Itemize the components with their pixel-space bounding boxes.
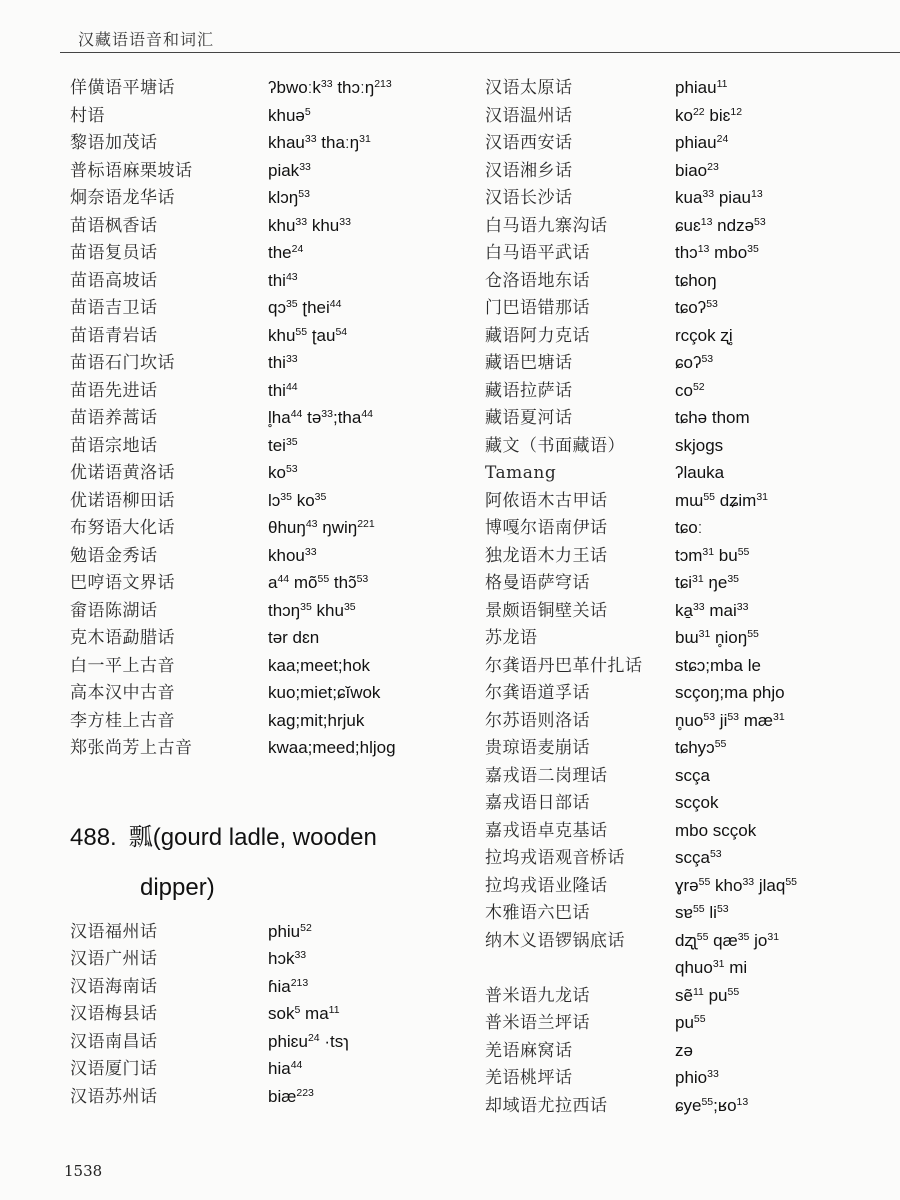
language-name: 汉语长沙话: [485, 188, 573, 208]
language-name: 汉语厦门话: [70, 1059, 158, 1079]
word-form: hia$^{44}$: [268, 1059, 303, 1078]
entry-row: [70, 597, 470, 625]
language-name: 汉语湘乡话: [485, 160, 573, 181]
left-bottom-entries: [70, 918, 470, 1111]
entry-row: [485, 1009, 885, 1037]
entry-row: [485, 102, 885, 130]
word-form: sɐ$^{55}$ $li^{53}$: [675, 903, 729, 922]
language-name: 独龙语木力王话: [485, 545, 608, 566]
word-form: qhuo$^{31}$ mi: [675, 958, 748, 977]
word-form: skjogs: [675, 435, 724, 455]
entry-row: [485, 294, 885, 322]
language-name: 贵琼语麦崩话: [485, 738, 590, 758]
word-form: khou$^{33}$: [268, 545, 317, 565]
word-form: $l̥ha^{44}$ tə$^{33}$;tha$^{44}$: [268, 408, 374, 427]
right-column: [485, 74, 885, 1119]
entry-row: [70, 514, 470, 542]
entry-row: [70, 542, 470, 570]
entry-row: [485, 707, 885, 735]
entry-row: [485, 762, 885, 790]
language-name: 汉语温州话: [485, 105, 573, 126]
language-name: Tamang: [485, 463, 557, 483]
language-name: 羌语桃坪话: [485, 1068, 573, 1088]
word-form: qɔ$^{35}$ ʈhei$^{44}$: [268, 298, 342, 317]
language-name: 高本汉中古音: [70, 683, 175, 703]
entry-row: [70, 74, 470, 102]
entry-row: [485, 514, 885, 542]
language-name: 李方桂上古音: [70, 710, 175, 731]
language-name: 汉语梅县话: [70, 1004, 158, 1024]
entry-row: [485, 872, 885, 900]
language-name: 汉语苏州话: [70, 1086, 158, 1107]
entry-row: [70, 432, 470, 460]
entry-row: [70, 322, 470, 350]
entry-row: [485, 239, 885, 267]
entry-row: [485, 1037, 885, 1065]
entry-row: [485, 1064, 885, 1092]
language-name: 博嘎尔语南伊话: [485, 518, 608, 538]
language-name: 苗语石门坎话: [70, 353, 175, 373]
word-form: lɔ$^{35}$ $ko^{35}$: [268, 490, 327, 510]
word-form: tɕoː: [675, 518, 703, 537]
language-name: 村语: [70, 105, 105, 126]
language-name: 藏语夏河话: [485, 408, 573, 428]
language-name: 汉语西安话: [485, 133, 573, 153]
entry-row: [485, 349, 885, 377]
word-form: thɔ$^{13}$ mbo$^{35}$: [675, 243, 759, 262]
language-name: 汉语广州话: [70, 949, 158, 969]
word-form: dʐʅ$^{55}$ $qæ^{35}$ $jo^{31}$: [675, 930, 780, 950]
word-form: phiɛu$^{24}$ ·tsɿ: [268, 1031, 349, 1051]
language-name: 汉语太原话: [485, 78, 573, 98]
word-form: khuə$^5$: [268, 105, 311, 125]
word-form: sok$^5$ $ma^{11}$: [268, 1004, 340, 1023]
entry-row: [70, 624, 470, 652]
word-form: thi$^{33}$: [268, 353, 298, 372]
entry-row: [70, 487, 470, 515]
entry-row: [485, 597, 885, 625]
entry-row: [485, 322, 885, 350]
language-name: 嘉戎语卓克基话: [485, 820, 608, 841]
section-title-line2: dipper): [140, 873, 215, 901]
header-rule: [60, 52, 900, 53]
word-form: mɯ$^{55}$ dʑim$^{31}$: [675, 490, 769, 510]
language-name: 藏语巴塘话: [485, 353, 573, 373]
entry-row: [485, 1092, 885, 1120]
language-name: 汉语福州话: [70, 921, 158, 942]
entry-row: [485, 542, 885, 570]
entry-row: [485, 624, 885, 652]
language-name: 炯奈语龙华话: [70, 188, 175, 208]
entry-row: [485, 954, 885, 982]
language-name: 纳木义语锣锅底话: [485, 930, 625, 951]
entry-row: [70, 734, 470, 762]
language-name: 畲语陈湖话: [70, 600, 158, 621]
language-name: 布努语大化话: [70, 518, 175, 538]
language-name: 藏语阿力克话: [485, 325, 590, 346]
language-name: 黎语加茂话: [70, 133, 158, 153]
entry-row: [70, 918, 470, 946]
left-column: [70, 74, 470, 1110]
entry-row: [485, 459, 885, 487]
entry-row: [485, 652, 885, 680]
language-name: 苗语青岩话: [70, 325, 158, 346]
language-name: 普米语兰坪话: [485, 1013, 590, 1033]
entry-row: [70, 157, 470, 185]
word-form: zə: [675, 1040, 693, 1060]
word-form: bɯ$^{31}$ n̥ioŋ$^{55}$: [675, 628, 759, 647]
language-name: 苗语高坡话: [70, 270, 158, 291]
entry-row: [485, 817, 885, 845]
entry-row: [70, 1055, 470, 1083]
language-name: 阿侬语木古甲话: [485, 490, 608, 511]
entry-row: [485, 129, 885, 157]
word-form: tər dɛn: [268, 628, 320, 647]
language-name: 拉坞戎语业隆话: [485, 875, 608, 896]
entry-row: [70, 349, 470, 377]
language-name: 苗语吉卫话: [70, 298, 158, 318]
entry-row: [70, 377, 470, 405]
word-form: kag;mit;hrjuk: [268, 710, 365, 730]
entry-row: [70, 129, 470, 157]
word-form: ɣrə$^{55}$ kho$^{33}$ jlaq$^{55}$: [675, 875, 798, 895]
entry-row: [70, 212, 470, 240]
entry-row: [70, 459, 470, 487]
entry-row: [485, 679, 885, 707]
language-name: 汉语海南话: [70, 976, 158, 997]
language-name: 景颇语铜壁关话: [485, 600, 608, 621]
word-form: the$^{24}$: [268, 243, 304, 262]
word-form: ʔbwoːk$^{33}$ thɔːŋ$^{213}$: [268, 78, 392, 97]
word-form: thɔŋ$^{35}$ khu$^{35}$: [268, 600, 356, 620]
entry-row: [70, 102, 470, 130]
word-form: hɔk$^{33}$: [268, 949, 307, 968]
entry-row: [70, 973, 470, 1001]
entry-row: [70, 1000, 470, 1028]
language-name: 拉坞戎语观音桥话: [485, 848, 625, 868]
word-form: ɕuɛ$^{13}$ ndzə$^{53}$: [675, 215, 766, 235]
word-form: tɕhə thom: [675, 408, 750, 427]
word-form: $co^{52}$: [675, 380, 705, 400]
word-form: khau$^{33}$ thaːŋ$^{31}$: [268, 133, 371, 152]
right-entries: [485, 74, 885, 1119]
word-form: ɕoʔ$^{53}$: [675, 353, 714, 372]
language-name: 羌语麻窝话: [485, 1040, 573, 1061]
language-name: 巴哼语文界话: [70, 573, 175, 593]
entry-row: [70, 569, 470, 597]
language-name: 苗语先进话: [70, 380, 158, 401]
entry-row: [70, 652, 470, 680]
language-name: 克木语勐腊话: [70, 628, 175, 648]
language-name: 门巴语错那话: [485, 298, 590, 318]
language-name: 尔苏语则洛话: [485, 710, 590, 731]
word-form: tɕoʔ$^{53}$: [675, 298, 718, 317]
entry-row: [485, 74, 885, 102]
language-name: 嘉戎语日部话: [485, 793, 590, 813]
entry-row: [485, 789, 885, 817]
entry-row: [70, 1083, 470, 1111]
language-name: 苗语枫香话: [70, 215, 158, 236]
language-name: 汉语南昌话: [70, 1031, 158, 1052]
language-name: 苏龙语: [485, 628, 538, 648]
entry-row: [485, 267, 885, 295]
word-form: ʔlauka: [675, 463, 725, 482]
word-form: tei$^{35}$: [268, 435, 298, 455]
entry-row: [70, 184, 470, 212]
word-form: kuo;miet;ɕĭwok: [268, 683, 381, 702]
language-name: 普标语麻栗坡话: [70, 160, 193, 181]
word-form: thi$^{44}$: [268, 380, 298, 400]
word-form: kwaa;meed;hljog: [268, 738, 396, 757]
word-form: klɔŋ$^{53}$: [268, 188, 310, 207]
entry-row: [485, 927, 885, 955]
entry-row: [70, 945, 470, 973]
entry-row: [485, 377, 885, 405]
running-header: 汉藏语语音和词汇: [78, 30, 215, 49]
entry-row: [70, 707, 470, 735]
language-name: 普米语九龙话: [485, 985, 590, 1006]
word-form: ɕye$^{55}$;ʁo$^{13}$: [675, 1095, 749, 1115]
word-form: stɕɔ;mba le: [675, 655, 761, 675]
language-name: 苗语养蒿话: [70, 408, 158, 428]
entry-row: [485, 487, 885, 515]
language-name: 却域语尤拉西话: [485, 1095, 608, 1116]
word-form: $a^{44}$ $mõ^{55}$ thɔ̃$^{53}$: [268, 573, 369, 592]
section-heading: [70, 808, 470, 918]
word-form: $n̥uo^{53}$ $ji^{53}$ $mæ^{31}$: [675, 710, 785, 730]
word-form: kaa;meet;hok: [268, 655, 371, 675]
entry-row: [485, 432, 885, 460]
language-name: 优诺语柳田话: [70, 490, 175, 511]
word-form: khu$^{33}$ khu$^{33}$: [268, 215, 351, 235]
language-name: 格曼语萨穹话: [485, 573, 590, 593]
word-form: tɕi$^{31}$ $ŋe^{35}$: [675, 573, 740, 592]
entry-row: [485, 404, 885, 432]
entry-row: [70, 404, 470, 432]
language-name: 嘉戎语二岗理话: [485, 765, 608, 786]
word-form: $pu^{55}$: [675, 1013, 706, 1032]
word-form: tɕhoŋ: [675, 270, 717, 290]
word-form: rcçok ʐi̥: [675, 325, 733, 345]
section-title-line1: 瓢(gourd ladle, wooden: [128, 823, 377, 851]
entry-row: [485, 157, 885, 185]
word-form: θhuŋ$^{43}$ ŋwiŋ$^{221}$: [268, 518, 375, 537]
word-form: ka̱$^{33}$ mai$^{33}$: [675, 600, 749, 620]
language-name: 佯僙语平塘话: [70, 78, 175, 98]
word-form: scça$^{53}$: [675, 848, 722, 867]
language-name: 白一平上古音: [70, 655, 175, 676]
word-form: biæ$^{223}$: [268, 1086, 314, 1106]
section-number: 488.: [70, 823, 117, 851]
entry-row: [70, 679, 470, 707]
entry-row: [485, 899, 885, 927]
language-name: 仓洛语地东话: [485, 270, 590, 291]
word-form: phio$^{33}$: [675, 1068, 719, 1087]
language-name: 苗语宗地话: [70, 435, 158, 456]
entry-row: [70, 294, 470, 322]
word-form: khu$^{55}$ ʈau$^{54}$: [268, 325, 348, 345]
entry-row: [485, 844, 885, 872]
language-name: 郑张尚芳上古音: [70, 738, 193, 758]
language-name: 优诺语黄洛话: [70, 463, 175, 483]
entry-row: [485, 212, 885, 240]
word-form: thi$^{43}$: [268, 270, 298, 290]
word-form: mbo scçok: [675, 820, 757, 840]
word-form: sẽ$^{11}$ $pu^{55}$: [675, 985, 740, 1005]
word-form: tɔm$^{31}$ $bu^{55}$: [675, 545, 750, 565]
word-form: phiau$^{24}$: [675, 133, 729, 152]
language-name: 苗语复员话: [70, 243, 158, 263]
word-form: ɦia$^{213}$: [268, 976, 309, 996]
language-name: 白马语平武话: [485, 243, 590, 263]
left-top-entries: [70, 74, 470, 762]
language-name: 勉语金秀话: [70, 545, 158, 566]
entry-row: [485, 734, 885, 762]
word-form: $ko^{53}$: [268, 463, 298, 482]
language-name: 尔龚语丹巴革什扎话: [485, 655, 643, 676]
word-form: tɕhyɔ$^{55}$: [675, 738, 727, 757]
language-name: 白马语九寨沟话: [485, 215, 608, 236]
entry-row: [485, 569, 885, 597]
entry-row: [485, 982, 885, 1010]
language-name: 藏文（书面藏语）: [485, 435, 625, 456]
entry-row: [485, 184, 885, 212]
word-form: biao$^{23}$: [675, 160, 719, 180]
language-name: 尔龚语道孚话: [485, 683, 590, 703]
language-name: 藏语拉萨话: [485, 380, 573, 401]
page-number: 1538: [64, 1162, 103, 1180]
entry-row: [70, 1028, 470, 1056]
entry-row: [70, 267, 470, 295]
word-form: kua$^{33}$ piau$^{13}$: [675, 188, 763, 207]
word-form: piak$^{33}$: [268, 160, 311, 180]
word-form: $ko^{22}$ biɛ$^{12}$: [675, 105, 743, 125]
entry-row: [70, 239, 470, 267]
word-form: phiu$^{52}$: [268, 921, 312, 941]
language-name: 木雅语六巴话: [485, 903, 590, 923]
word-form: scçoŋ;ma phjo: [675, 683, 785, 702]
word-form: phiau$^{11}$: [675, 78, 728, 97]
word-form: scçok: [675, 793, 719, 812]
word-form: scça: [675, 765, 710, 785]
